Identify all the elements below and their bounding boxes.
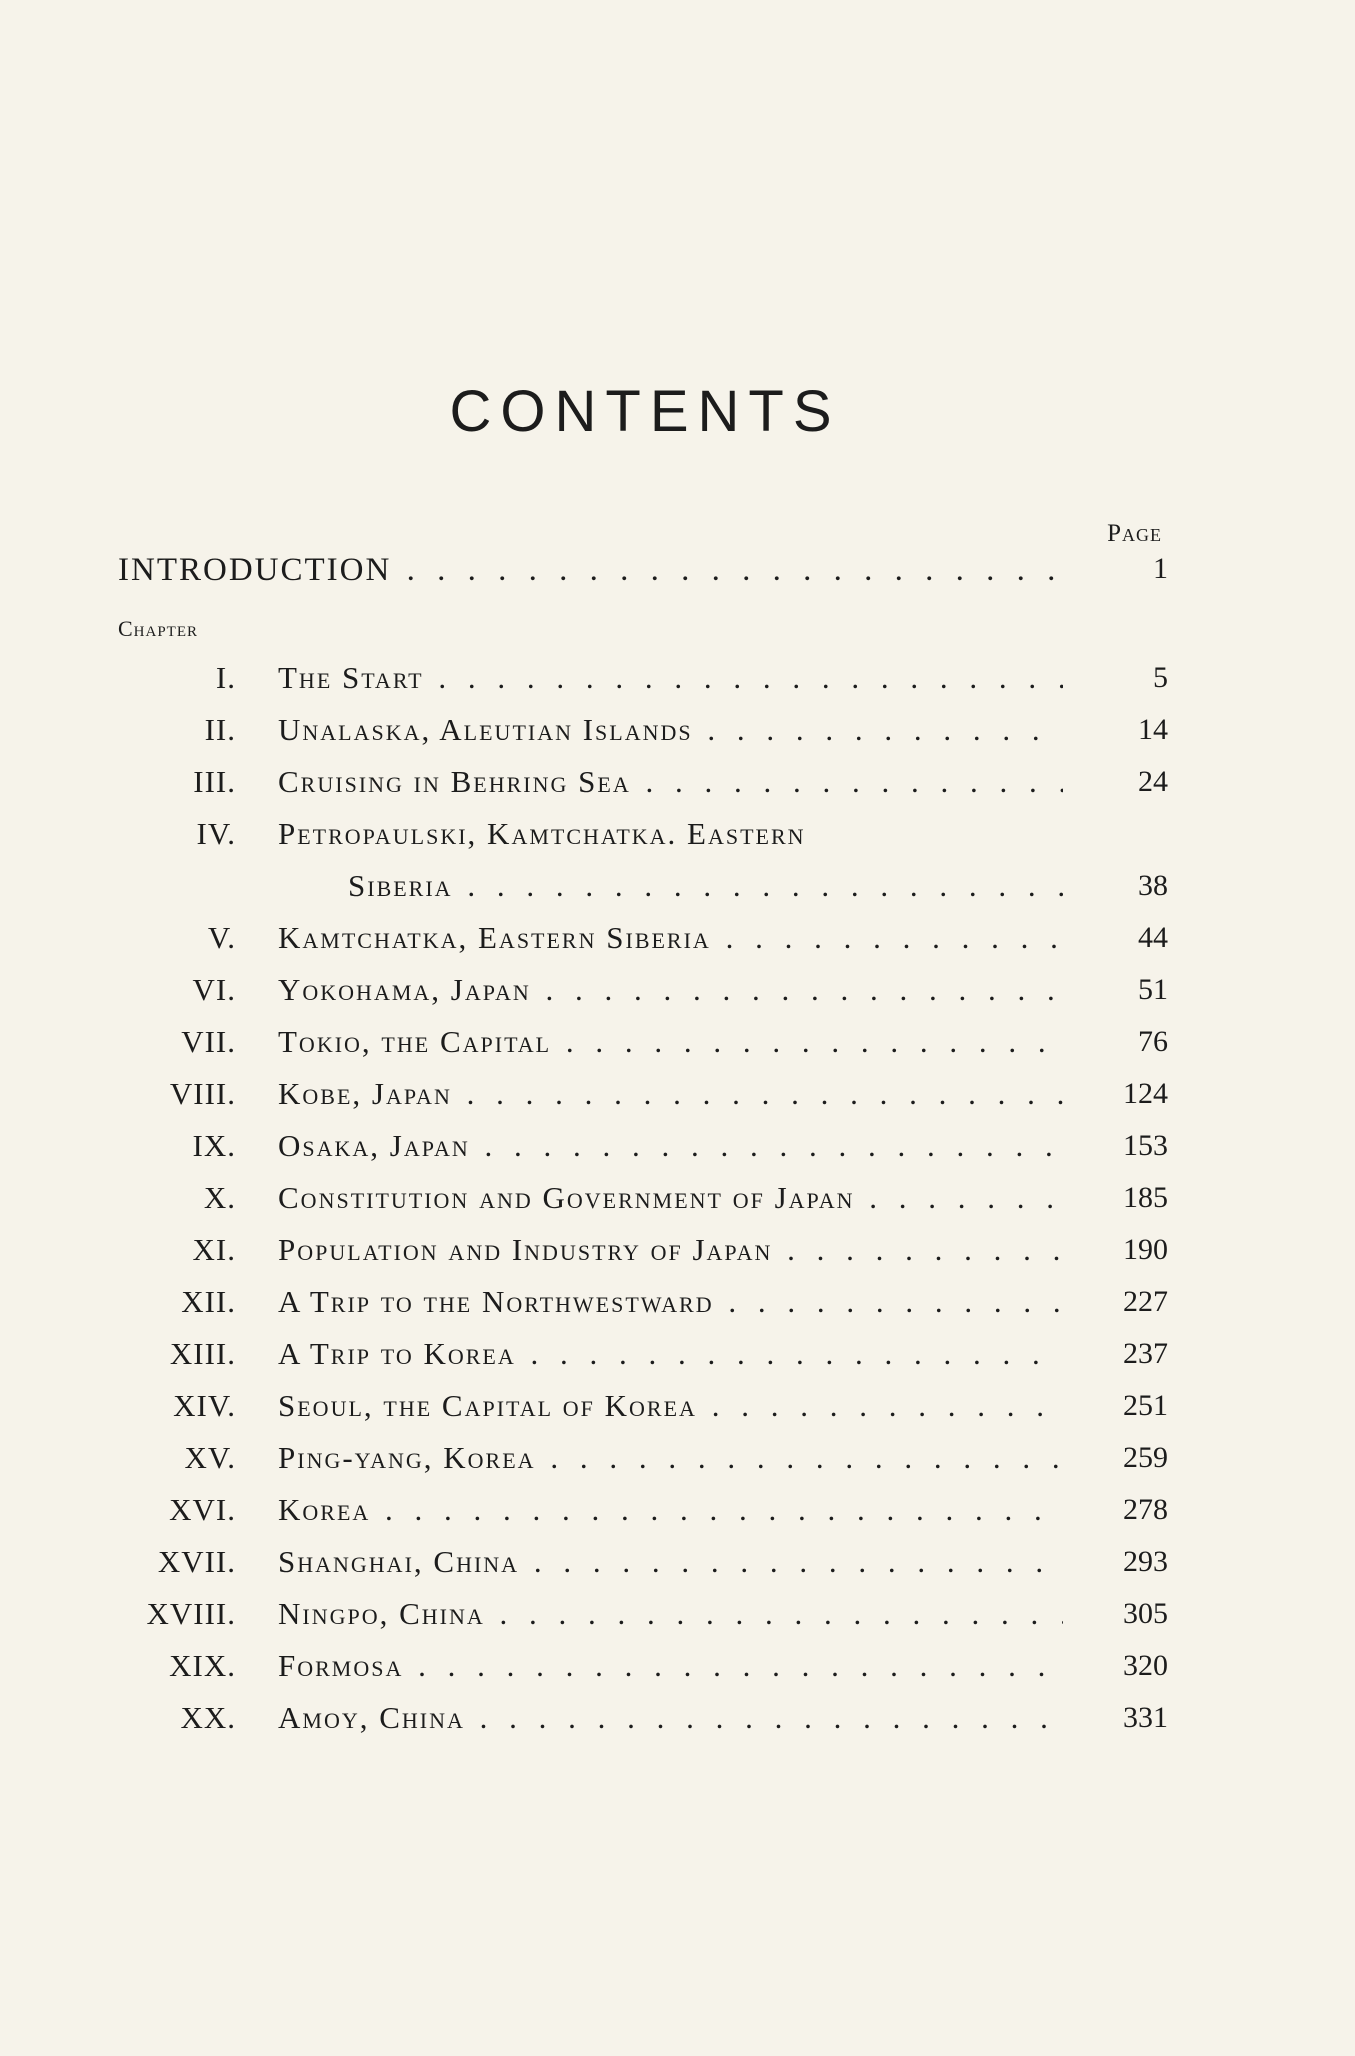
chapter-number: XIX. <box>169 1648 236 1683</box>
chapter-column-heading: Chapter <box>118 616 199 641</box>
page-title: CONTENTS <box>449 379 841 444</box>
leader-dots <box>711 920 1063 955</box>
chapter-number: XIV. <box>173 1388 236 1423</box>
toc-entry <box>118 1646 1168 1686</box>
chapter-title: Ningpo, China <box>278 1596 485 1631</box>
leader-dots <box>391 552 1063 588</box>
chapter-page: 24 <box>1138 765 1168 798</box>
chapter-title: Constitution and Government of Japan <box>278 1180 855 1215</box>
chapter-page: 190 <box>1123 1233 1168 1266</box>
chapter-number: V. <box>207 920 236 955</box>
toc-entry <box>118 1698 1168 1738</box>
chapter-title: Petropaulski, Kamtchatka. Eastern <box>278 816 806 851</box>
chapter-number: XIII. <box>169 1336 236 1371</box>
chapter-page: 320 <box>1123 1649 1168 1682</box>
leader-dots <box>424 660 1063 695</box>
toc-entry <box>118 1178 1168 1218</box>
toc-entry <box>118 1334 1168 1374</box>
chapter-page: 51 <box>1138 973 1168 1006</box>
toc-entry <box>118 1126 1168 1166</box>
introduction-page: 1 <box>1153 552 1168 585</box>
chapter-title: A Trip to Korea <box>278 1336 516 1371</box>
toc-entry <box>118 1594 1168 1634</box>
chapter-page: 237 <box>1123 1337 1168 1370</box>
toc-entry <box>118 658 1168 698</box>
chapter-number: XVI. <box>169 1492 236 1527</box>
toc-entry <box>118 1490 1168 1530</box>
chapter-number: VII. <box>181 1024 236 1059</box>
chapter-title: Amoy, China <box>278 1700 465 1735</box>
page-column-heading: Page <box>1107 520 1162 547</box>
toc-entry-continuation <box>118 866 1168 906</box>
chapter-title-continuation: Siberia <box>348 868 453 903</box>
toc-entry <box>118 1074 1168 1114</box>
chapter-number: VI. <box>192 972 236 1007</box>
chapter-title: Seoul, the Capital of Korea <box>278 1388 697 1423</box>
chapter-page: 305 <box>1123 1597 1168 1630</box>
chapter-title: Yokohama, Japan <box>278 972 531 1007</box>
chapter-page: 14 <box>1138 713 1168 746</box>
chapter-number: X. <box>203 1180 236 1215</box>
chapter-page: 278 <box>1123 1493 1168 1526</box>
leader-dots <box>465 1700 1063 1735</box>
toc-entry <box>118 814 1168 854</box>
chapter-title: Korea <box>278 1492 371 1527</box>
toc-entry <box>118 1438 1168 1478</box>
leader-dots <box>516 1336 1063 1371</box>
toc-entry <box>118 762 1168 802</box>
chapter-title: Population and Industry of Japan <box>278 1232 773 1267</box>
toc-entry <box>118 1022 1168 1062</box>
chapter-number: IX. <box>192 1128 236 1163</box>
chapter-number: III. <box>193 764 236 799</box>
leader-dots <box>370 1492 1063 1527</box>
chapter-number: XVIII. <box>146 1596 236 1631</box>
chapter-title: Unalaska, Aleutian Islands <box>278 712 693 747</box>
chapter-page: 44 <box>1138 921 1168 954</box>
chapter-page: 293 <box>1123 1545 1168 1578</box>
chapter-number: XII. <box>181 1284 236 1319</box>
leader-dots <box>519 1544 1063 1579</box>
toc-entry <box>118 1282 1168 1322</box>
chapter-page: 38 <box>1138 869 1168 902</box>
leader-dots <box>855 1180 1063 1215</box>
chapter-number: XVII. <box>157 1544 236 1579</box>
leader-dots <box>693 712 1063 747</box>
chapter-number: II. <box>204 712 236 747</box>
introduction-label: INTRODUCTION <box>118 552 392 588</box>
chapter-number: XX. <box>180 1700 236 1735</box>
toc-entry <box>118 1542 1168 1582</box>
chapter-page: 259 <box>1123 1441 1168 1474</box>
leader-dots <box>452 1076 1063 1111</box>
chapter-number: IV. <box>196 816 236 851</box>
leader-dots <box>531 972 1063 1007</box>
leader-dots <box>470 1128 1063 1163</box>
toc-entry <box>118 710 1168 750</box>
chapter-title: Ping-yang, Korea <box>278 1440 536 1475</box>
chapter-number: XV. <box>184 1440 236 1475</box>
chapter-title: A Trip to the Northwestward <box>278 1284 714 1319</box>
toc-entry <box>118 1386 1168 1426</box>
leader-dots <box>631 764 1063 799</box>
chapter-number: I. <box>215 660 236 695</box>
chapter-title: Tokio, the Capital <box>278 1024 552 1059</box>
chapter-title: Kamtchatka, Eastern Siberia <box>278 920 711 955</box>
leader-dots <box>485 1596 1063 1631</box>
toc-entry <box>118 918 1168 958</box>
chapter-page: 185 <box>1123 1181 1168 1214</box>
leader-dots <box>536 1440 1063 1475</box>
chapter-page: 331 <box>1123 1701 1168 1734</box>
leader-dots <box>403 1648 1063 1683</box>
chapter-page: 5 <box>1153 661 1168 694</box>
leader-dots <box>551 1024 1063 1059</box>
chapter-title: The Start <box>278 660 424 695</box>
chapter-page: 124 <box>1123 1077 1168 1110</box>
leader-dots <box>697 1388 1063 1423</box>
chapter-title: Cruising in Behring Sea <box>278 764 631 799</box>
chapter-title: Kobe, Japan <box>278 1076 452 1111</box>
toc-entry <box>118 1230 1168 1270</box>
chapter-number: VIII. <box>169 1076 236 1111</box>
toc-entry <box>118 970 1168 1010</box>
leader-dots <box>453 868 1063 903</box>
leader-dots <box>772 1232 1063 1267</box>
toc-entry-introduction <box>118 552 1168 592</box>
chapter-page: 76 <box>1138 1025 1168 1058</box>
chapter-number: XI. <box>192 1232 236 1267</box>
chapter-page: 153 <box>1123 1129 1168 1162</box>
chapter-title: Shanghai, China <box>278 1544 520 1579</box>
chapter-title: Formosa <box>278 1648 404 1683</box>
chapter-page: 227 <box>1123 1285 1168 1318</box>
chapter-title: Osaka, Japan <box>278 1128 470 1163</box>
chapter-page: 251 <box>1123 1389 1168 1422</box>
leader-dots <box>714 1284 1063 1319</box>
